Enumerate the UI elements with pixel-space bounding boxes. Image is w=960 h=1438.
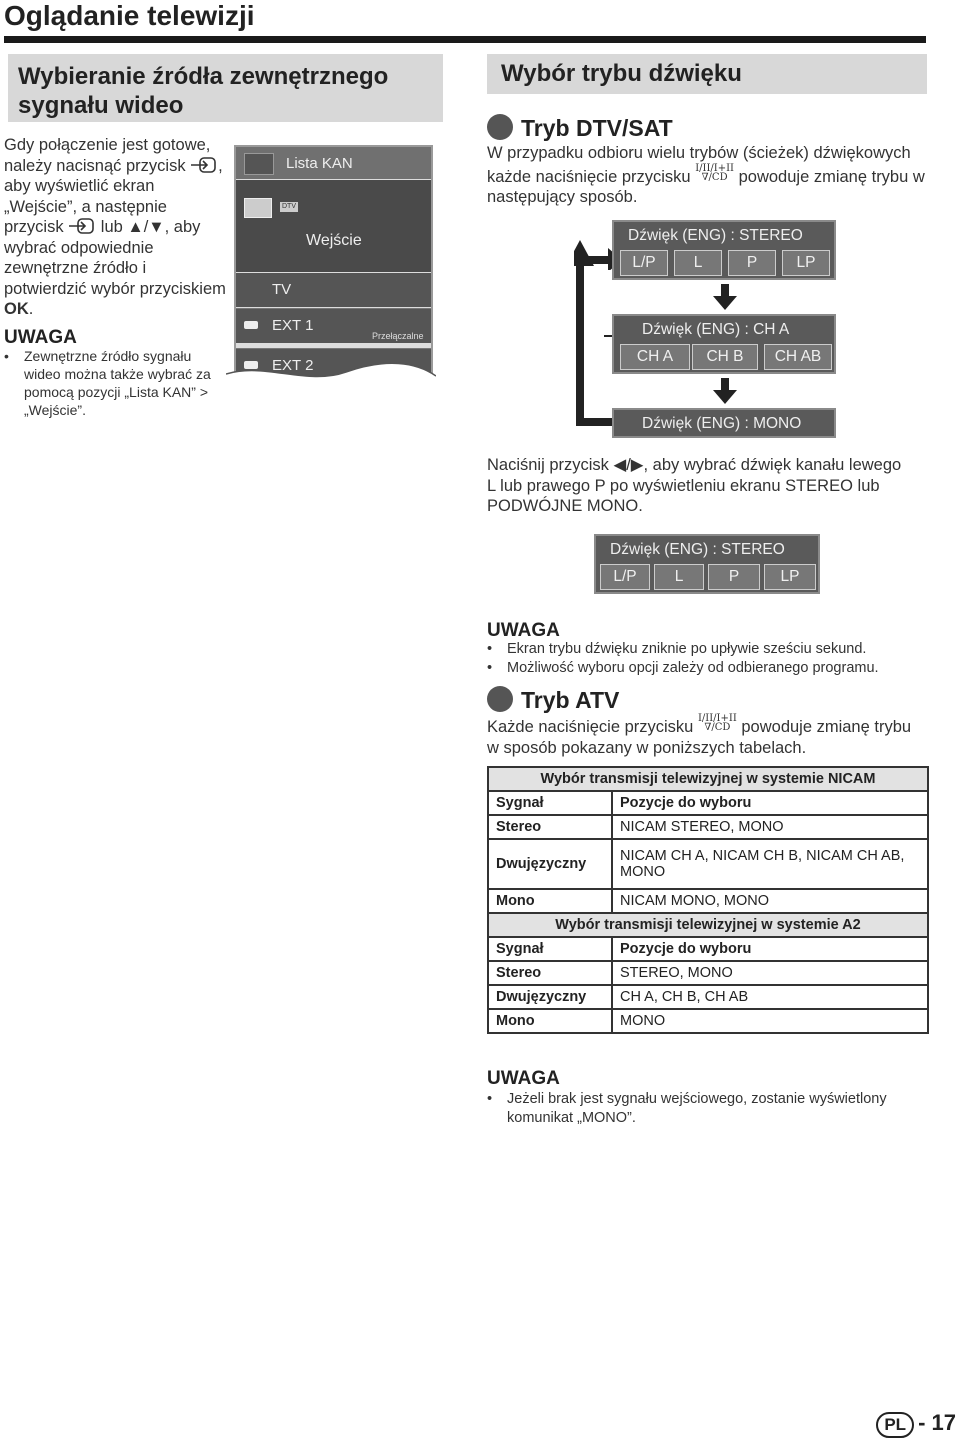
left-note-item: • Zewnętrzne źródło sygnału wideo można także wybrać za pomocą pozycji „Lista KAN” > „Wejście”.: [4, 347, 219, 419]
col-options-2: Pozycje do wyboru: [612, 937, 928, 961]
cell-signal: Stereo: [488, 961, 612, 985]
atv-text-2: powoduje zmianę trybu w sposób pokazany w poniższych tabelach.: [487, 718, 912, 757]
input-text-3: lub ▲/▼, aby wybrać odpowiednie zewnętrzne źródło i potwierdzić wybór przyciskiem: [4, 218, 226, 298]
atv-note-heading: UWAGA: [487, 1068, 560, 1089]
nicam-caption-row: [488, 767, 928, 791]
input-text-2: , aby wyświetlić ekran „Wejście”, a następnie przycisk: [4, 156, 223, 236]
cell-options: NICAM CH A, NICAM CH B, NICAM CH AB, MONO: [612, 839, 928, 889]
sound-osd-single-title: Dźwięk (ENG) : STEREO: [610, 541, 785, 558]
bullet-dot-icon: [487, 114, 513, 140]
table-row: [488, 889, 928, 913]
cell-options: STEREO, MONO: [612, 961, 928, 985]
sound-osd-dual-title: Dźwięk (ENG) : CH A: [642, 321, 790, 338]
atv-text: [487, 714, 927, 758]
page-number: [876, 1410, 956, 1438]
nicam-caption: Wybór transmisji telewizyjnej w systemie NICAM: [488, 767, 928, 791]
sound-btn-l[interactable]: L: [674, 250, 722, 276]
input-menu-osd: [234, 145, 433, 387]
right-section-heading: Wybór trybu dźwięku: [487, 54, 927, 94]
table-row: [488, 815, 928, 839]
dtv-sat-heading-label: Tryb DTV/SAT: [521, 115, 673, 141]
left-right-text: Naciśnij przycisk ◀/▶, aby wybrać dźwięk kanału lewego L lub prawego P po wyświetleniu ekranu STEREO lub PODWÓJNE MONO.: [487, 456, 902, 515]
single-btn-l[interactable]: L: [654, 564, 704, 590]
osd-torn-edge: [226, 362, 436, 392]
page-number-value: 17: [931, 1410, 956, 1435]
sound-mode-key-icon-2: [698, 714, 737, 732]
a2-caption-row: [488, 913, 928, 937]
dtv-note-heading: UWAGA: [487, 620, 560, 641]
sound-key-bottom: ∇/CD: [701, 171, 728, 183]
cell-options: NICAM MONO, MONO: [612, 889, 928, 913]
sound-osd-stereo: [612, 220, 836, 280]
dtv-text-2: powoduje zmianę trybu w następujący sposób.: [487, 167, 925, 206]
input-button-icon-2: [68, 218, 96, 236]
left-section-heading: Wybieranie źródła zewnętrznego sygnału wideo: [8, 54, 443, 122]
language-badge: PL: [876, 1412, 914, 1438]
table-header-row: [488, 791, 928, 815]
dtv-icon: DTV: [282, 203, 296, 210]
sound-osd-mono: [612, 408, 836, 438]
col-signal: Sygnał: [488, 791, 612, 815]
dtv-note-item: • Możliwość wyboru opcji zależy od odbieranego programu.: [487, 659, 927, 678]
sound-btn-cha[interactable]: CH A: [620, 344, 690, 370]
osd-item-ext1-label: EXT 1: [272, 317, 314, 334]
dtv-note-item: • Ekran trybu dźwięku zniknie po upływie sześciu sekund.: [487, 640, 927, 659]
sound-osd-stereo-single: [594, 534, 820, 594]
input-text-end: .: [28, 300, 34, 318]
col-signal-2: Sygnał: [488, 937, 612, 961]
a2-caption: Wybór transmisji telewizyjnej w systemie A2: [488, 913, 928, 937]
single-btn-p[interactable]: P: [708, 564, 760, 590]
dtv-note-list: [487, 640, 927, 677]
input-instructions: [4, 135, 226, 320]
osd-item-tv[interactable]: [236, 273, 431, 307]
dtv-sat-text: [487, 143, 927, 208]
flow-arrow-down-1: [713, 296, 737, 310]
osd-switchable-label: Przełączalne: [372, 331, 424, 341]
dtv-text-1: W przypadku odbioru wielu trybów (ścieżek) dźwiękowych każde naciśnięcie przycisku: [487, 144, 911, 186]
cell-options: NICAM STEREO, MONO: [612, 815, 928, 839]
cell-signal: Mono: [488, 1009, 612, 1033]
left-note-heading: UWAGA: [4, 327, 77, 348]
single-btn-lp[interactable]: LP: [764, 564, 816, 590]
single-btn-lp-combined[interactable]: L/P: [600, 564, 650, 590]
sound-osd-dual: [612, 314, 836, 374]
cell-signal: Stereo: [488, 815, 612, 839]
sound-osd-mono-title: Dźwięk (ENG) : MONO: [642, 415, 802, 432]
table-row: [488, 839, 928, 889]
flow-arrow-down-2: [713, 390, 737, 404]
scart-plug-icon: [244, 321, 258, 329]
cell-signal: Mono: [488, 889, 612, 913]
input-button-icon: [190, 157, 218, 175]
cell-options: MONO: [612, 1009, 928, 1033]
title-rule: [4, 36, 926, 43]
col-options: Pozycje do wyboru: [612, 791, 928, 815]
atv-heading-label: Tryb ATV: [521, 687, 620, 713]
sound-btn-lp-combined[interactable]: L/P: [620, 250, 668, 276]
cell-signal: Dwujęzyczny: [488, 839, 612, 889]
table-header-row-2: [488, 937, 928, 961]
atv-note-list: [487, 1090, 907, 1127]
cell-signal: Dwujęzyczny: [488, 985, 612, 1009]
osd-header: [236, 147, 431, 179]
sound-btn-chab[interactable]: CH AB: [764, 344, 832, 370]
broadcast-table: [487, 766, 929, 1034]
table-row: [488, 1009, 928, 1033]
channel-list-icon: [244, 153, 274, 175]
atv-heading: [487, 686, 619, 714]
osd-item-tv-label: TV: [272, 281, 292, 298]
sound-btn-p[interactable]: P: [728, 250, 776, 276]
sound-btn-chb[interactable]: CH B: [692, 344, 758, 370]
page-title: Oglądanie telewizji: [4, 0, 255, 31]
left-note-list: [4, 347, 219, 419]
bullet-dot-icon-2: [487, 686, 513, 712]
sound-key-bottom-2: ∇/CD: [704, 722, 731, 733]
sound-mode-key-icon: [695, 164, 734, 182]
table-row: [488, 961, 928, 985]
ok-key-label: OK: [4, 300, 29, 318]
atv-note-item: • Jeżeli brak jest sygnału wejściowego, zostanie wyświetlony komunikat „MONO”.: [487, 1090, 907, 1127]
sound-osd-stereo-title: Dźwięk (ENG) : STEREO: [628, 227, 803, 244]
cell-options: CH A, CH B, CH AB: [612, 985, 928, 1009]
osd-body: [236, 180, 431, 272]
table-row: [488, 985, 928, 1009]
osd-input-label: Wejście: [306, 232, 362, 249]
osd-header-label: Lista KAN: [286, 155, 353, 172]
input-source-icon: [244, 198, 272, 218]
sound-key-top-2: I/II/I+II: [697, 713, 737, 724]
dtv-sat-heading: [487, 114, 673, 142]
sound-key-top: I/II/I+II: [695, 162, 735, 174]
sound-btn-lp[interactable]: LP: [782, 250, 830, 276]
atv-text-1: Każde naciśnięcie przycisku: [487, 718, 694, 736]
osd-item-ext2-label: EXT 2: [272, 357, 314, 374]
page-dash: -: [918, 1410, 926, 1435]
input-text-1: Gdy połączenie jest gotowe, należy nacisnąć przycisk: [4, 136, 211, 175]
